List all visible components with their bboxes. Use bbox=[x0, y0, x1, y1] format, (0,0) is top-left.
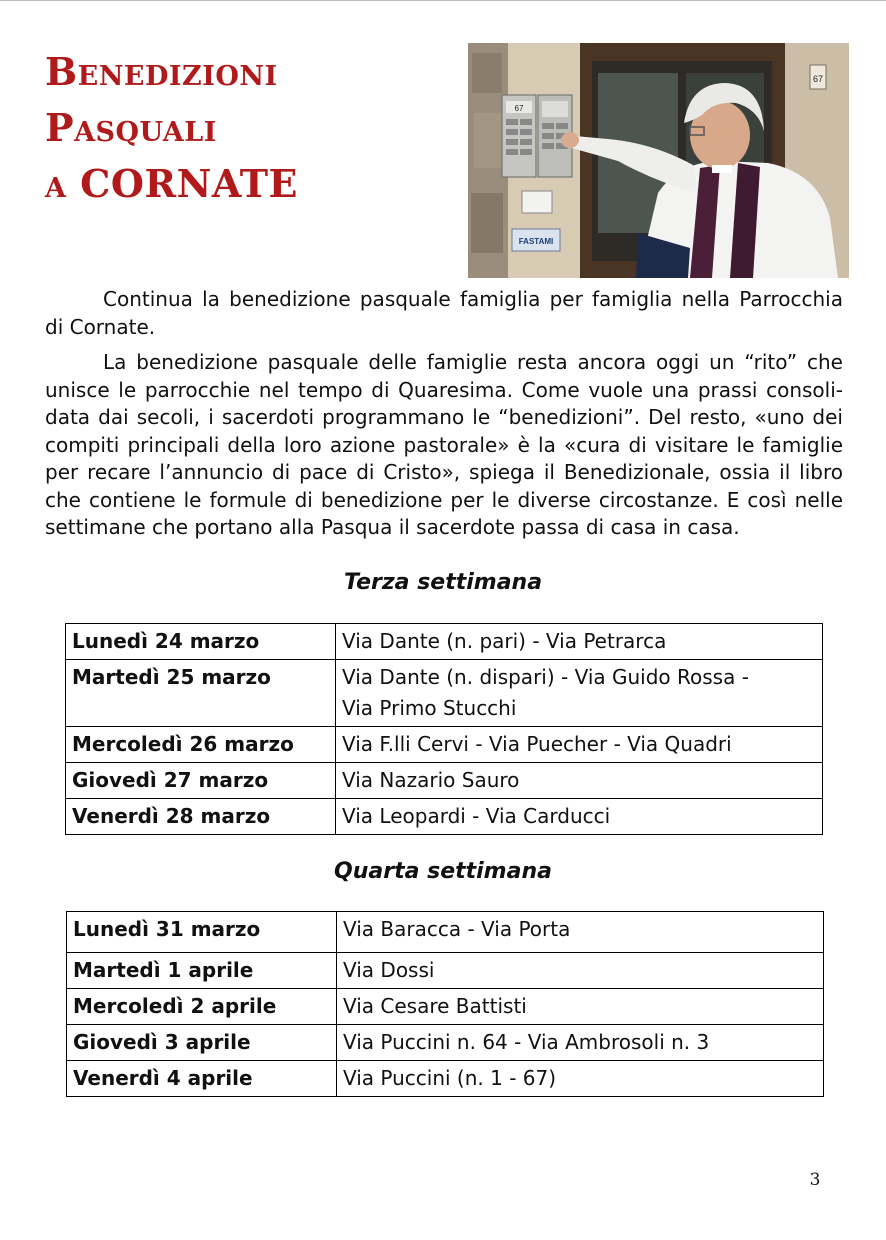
streets-cell bbox=[336, 727, 823, 763]
table-row bbox=[66, 727, 823, 763]
day-cell: Lunedì 31 marzo bbox=[67, 912, 337, 953]
paragraph-2: La benedizione pasquale delle famiglie resta ancora oggi un “rito” che unisce le parrocchie nel tempo di Quaresima. Come vuole una prassi consoli-data dai secoli, i sacerdoti programmano le “benedizioni”. Del resto, «uno dei compiti principali della loro azione pastorale» è la «cura di visitare le famiglie per recare l’annuncio di pace di Cristo», spiega il Benedizionale, ossia il libro che contiene le formule di benedizione per le diverse circostanze. E così nelle settimane che portano alla Pasqua il sacerdote passa di casa in casa. bbox=[45, 350, 843, 539]
street-line: Via Leopardi - Via Carducci bbox=[342, 804, 611, 828]
table-row bbox=[66, 624, 823, 660]
title-line-1: Benedizioni bbox=[45, 49, 278, 94]
day-cell: Mercoledì 2 aprile bbox=[67, 989, 337, 1025]
day-cell: Venerdì 4 aprile bbox=[67, 1061, 337, 1097]
week-title-third: Terza settimana bbox=[343, 570, 543, 595]
table-row bbox=[67, 1061, 824, 1097]
photo-intercom-number: 67 bbox=[514, 104, 524, 113]
day-cell: Venerdì 28 marzo bbox=[66, 799, 336, 835]
streets-cell bbox=[337, 953, 824, 989]
top-rule bbox=[0, 0, 886, 1]
street-line: Via Primo Stucchi bbox=[342, 696, 517, 720]
table-row bbox=[66, 799, 823, 835]
schedule-table-fourth-week bbox=[66, 911, 824, 1097]
street-line: Via Dante (n. pari) - Via Petrarca bbox=[342, 629, 667, 653]
streets-cell bbox=[336, 799, 823, 835]
street-line: Via Baracca - Via Porta bbox=[343, 917, 571, 941]
table-row bbox=[66, 660, 823, 727]
photo-priest-blessing-door bbox=[468, 43, 849, 278]
day-cell: Lunedì 24 marzo bbox=[66, 624, 336, 660]
day-cell: Martedì 1 aprile bbox=[67, 953, 337, 989]
street-line: Via Nazario Sauro bbox=[342, 768, 520, 792]
street-line: Via Puccini (n. 1 - 67) bbox=[343, 1066, 557, 1090]
schedule-table-third-week bbox=[65, 623, 823, 835]
title-line-3: a CORNATE bbox=[45, 161, 298, 206]
day-cell: Martedì 25 marzo bbox=[66, 660, 336, 727]
streets-cell bbox=[337, 1061, 824, 1097]
table-row bbox=[67, 912, 824, 953]
table-row bbox=[66, 763, 823, 799]
day-cell: Mercoledì 26 marzo bbox=[66, 727, 336, 763]
streets-cell bbox=[336, 624, 823, 660]
street-line: Via Dante (n. dispari) - Via Guido Rossa - bbox=[342, 665, 749, 689]
paragraph-1: Continua la benedizione pasquale famiglia per famiglia nella Parrocchia di Cornate. bbox=[45, 287, 843, 339]
intro-text bbox=[45, 286, 843, 550]
day-cell: Giovedì 27 marzo bbox=[66, 763, 336, 799]
table-row bbox=[67, 953, 824, 989]
day-cell: Giovedì 3 aprile bbox=[67, 1025, 337, 1061]
table-row bbox=[67, 1025, 824, 1061]
street-line: Via Cesare Battisti bbox=[343, 994, 527, 1018]
streets-cell bbox=[337, 989, 824, 1025]
street-line: Via Dossi bbox=[343, 958, 435, 982]
street-line: Via Puccini n. 64 - Via Ambrosoli n. 3 bbox=[343, 1030, 710, 1054]
streets-cell bbox=[337, 912, 824, 953]
page-number: 3 bbox=[809, 1170, 821, 1190]
page-title bbox=[45, 44, 298, 212]
photo-sticker-text: FASTAMI bbox=[518, 237, 554, 246]
streets-cell bbox=[337, 1025, 824, 1061]
week-title-fourth: Quarta settimana bbox=[334, 859, 552, 884]
table-row bbox=[67, 989, 824, 1025]
street-line: Via F.lli Cervi - Via Puecher - Via Quadri bbox=[342, 732, 732, 756]
title-line-2: Pasquali bbox=[45, 105, 217, 150]
streets-cell bbox=[336, 660, 823, 727]
photo-door-number: 67 bbox=[812, 74, 824, 84]
streets-cell bbox=[336, 763, 823, 799]
